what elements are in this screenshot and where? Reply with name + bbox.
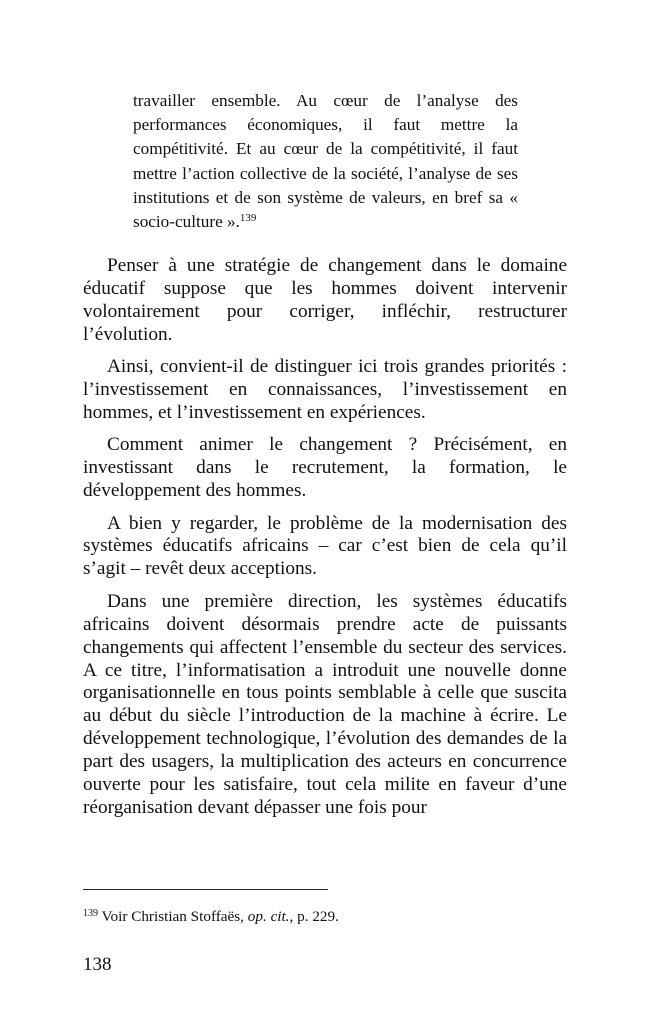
block-quote-text: travailler ensemble. Au cœur de l’analyse des performances économiques, il faut mettre la compétitivité. Et au cœur de la compétitivité, il faut mettre l’action collective de la société, l’analyse de ses institutions et de son système de valeurs, en bref sa « socio-culture ». [133, 91, 518, 232]
footnote-suffix: , p. 229. [289, 908, 339, 925]
block-quote [133, 89, 518, 234]
page-number: 138 [83, 954, 112, 975]
footnote-separator [83, 889, 328, 890]
paragraph-5: Dans une première direction, les systèmes éducatifs africains doivent désormais prendre acte de puissants changements qui affectent l’ensemble du secteur des services. A ce titre, l’informatisation a introduit une nouvelle donne organisationnelle en tous points semblable à celle que suscita au début du siècle l’introduction de la machine à écrire. Le développement technologique, l’évolution des demandes de la part des usagers, la multiplication des acteurs en concurrence ouverte pour les satisfaire, tout cela milite en faveur d’une réorganisation devant dépasser une fois pour [83, 590, 567, 818]
footnote-reference: 139 [239, 212, 257, 225]
footnote-number: 139 [83, 908, 98, 919]
body-text [83, 255, 567, 829]
footnote-prefix: Voir Christian Stoffaës, [98, 908, 248, 925]
footnote [83, 907, 563, 927]
footnote-italic: op. cit. [247, 908, 290, 925]
paragraph-3: Comment animer le changement ? Précisément, en investissant dans le recrutement, la formation, le développement des hommes. [83, 434, 567, 502]
paragraph-4: A bien y regarder, le problème de la modernisation des systèmes éducatifs africains – car c’est bien de cela qu’il s’agit – revêt deux acceptions. [83, 512, 567, 580]
paragraph-2: Ainsi, convient-il de distinguer ici trois grandes priorités : l’investissement en connaissances, l’investissement en hommes, et l’investissement en expériences. [83, 356, 567, 423]
paragraph-1: Penser à une stratégie de changement dans le domaine éducatif suppose que les hommes doivent intervenir volontairement pour corriger, infléchir, restructurer l’évolution. [83, 255, 567, 345]
